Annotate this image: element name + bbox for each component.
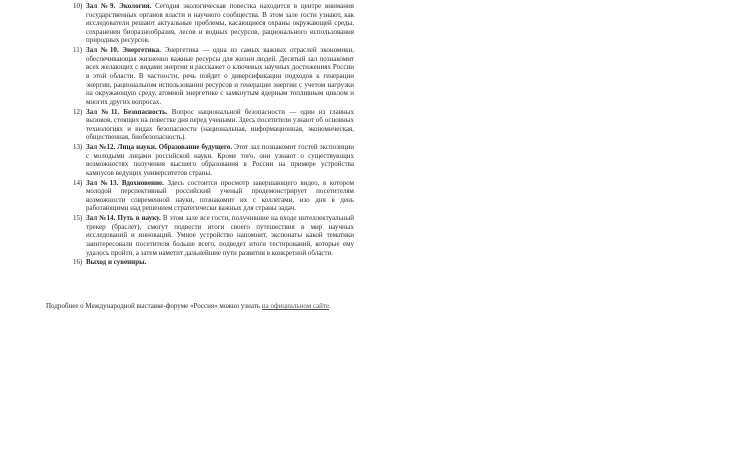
item-number: 13) [73,143,83,152]
footer-end: . [329,302,331,310]
footer-text: Подробнее о Международной выставке-форуме «Россия» можно узнать [46,302,262,310]
list-item [46,214,354,257]
item-number: 15) [73,214,83,223]
list-item [46,2,354,45]
list-item [46,46,354,106]
item-text: Сегодня экологическая повестка находится в центре внимания государственных органов власти и научного сообщества. В этом зале гости узнают, как исследователи решают актуальные проблемы, касающиеся охраны окружающей среды, сохранения биоразнообразия, лесов и водных ресурсов, рационального использования природных ресурсов. [86,2,354,45]
item-text: В этом зале все гости, получившие на входе интеллектуальный трекер (браслет), смогут подвести итоги своего путешествия в мир научных исследований и инноваций. Умное устройство напомнит, экспонаты какой тематики заинтересовали посетителя больше всего, подведет итоги тестирований, которые ему удалось пройти, а затем наметит дальнейшие пути развития в конкретной области. [86,214,355,257]
hall-list [46,2,354,268]
item-number: 16) [73,258,83,267]
item-title: Зал №10. Энергетика. [86,46,161,55]
item-title: Зал №12. Лица науки. Образование будущего. [86,143,233,152]
item-number: 14) [73,178,83,187]
item-title: Зал №9. Экология. [86,2,152,10]
list-item [46,258,354,267]
item-title: Выход и сувениры. [86,258,147,267]
item-number: 11) [73,46,83,55]
official-site-link[interactable]: на официальном сайте [261,302,330,310]
item-text: Вопрос национальной безопасности — один из главных вызовов, стоящих на повестке дня перед учеными. Здесь посетители узнают об основных технологиях и видах безопасности (национальная, информационная, экономическая, общественная, биобезопасность). [86,107,355,142]
item-title: Зал №11. Безопасность. [86,107,168,116]
item-title: Зал №13. Вдохновение. [86,178,164,187]
list-item [46,143,354,177]
item-number: 10) [73,2,83,10]
item-number: 12) [73,107,83,116]
item-text: Энергетика — одна из самых важных отраслей экономики, обеспечивающая жизненно важные ресурсы для жизни людей. Десятый зал познакомит всех желающих с видами энергии и расскажет о ключевых научных достижениях России в этой области. В частности, речь пойдет о диверсификации подходов к генерации энергии, рациональном использовании ресурсов и генерации энергии с учетом нагрузки на окружающую среду, атомной энергетике с замкнутым ядерным топливным циклом и многих других вопросах. [86,46,355,106]
item-title: Зал №14. Путь в науку. [86,214,161,223]
item-text: Этот зал познакомит гостей экспозиции с молодыми лицами российской науки. Кроме того, они узнают о существующих возможностях получения высшего образования в России на примере устройства кампусов ведущих университетов страны. [86,143,355,177]
list-item [46,179,354,213]
list-item [46,108,354,142]
item-text: Здесь состоится просмотр завершающего видео, в котором молодой перспективный российский ученый продемонстрирует посетителям возможности современной науки, познакомит их с коллегами, изо дня в день работающими над решением стратегически важных для страны задач. [86,178,355,213]
footer-paragraph [46,302,366,311]
